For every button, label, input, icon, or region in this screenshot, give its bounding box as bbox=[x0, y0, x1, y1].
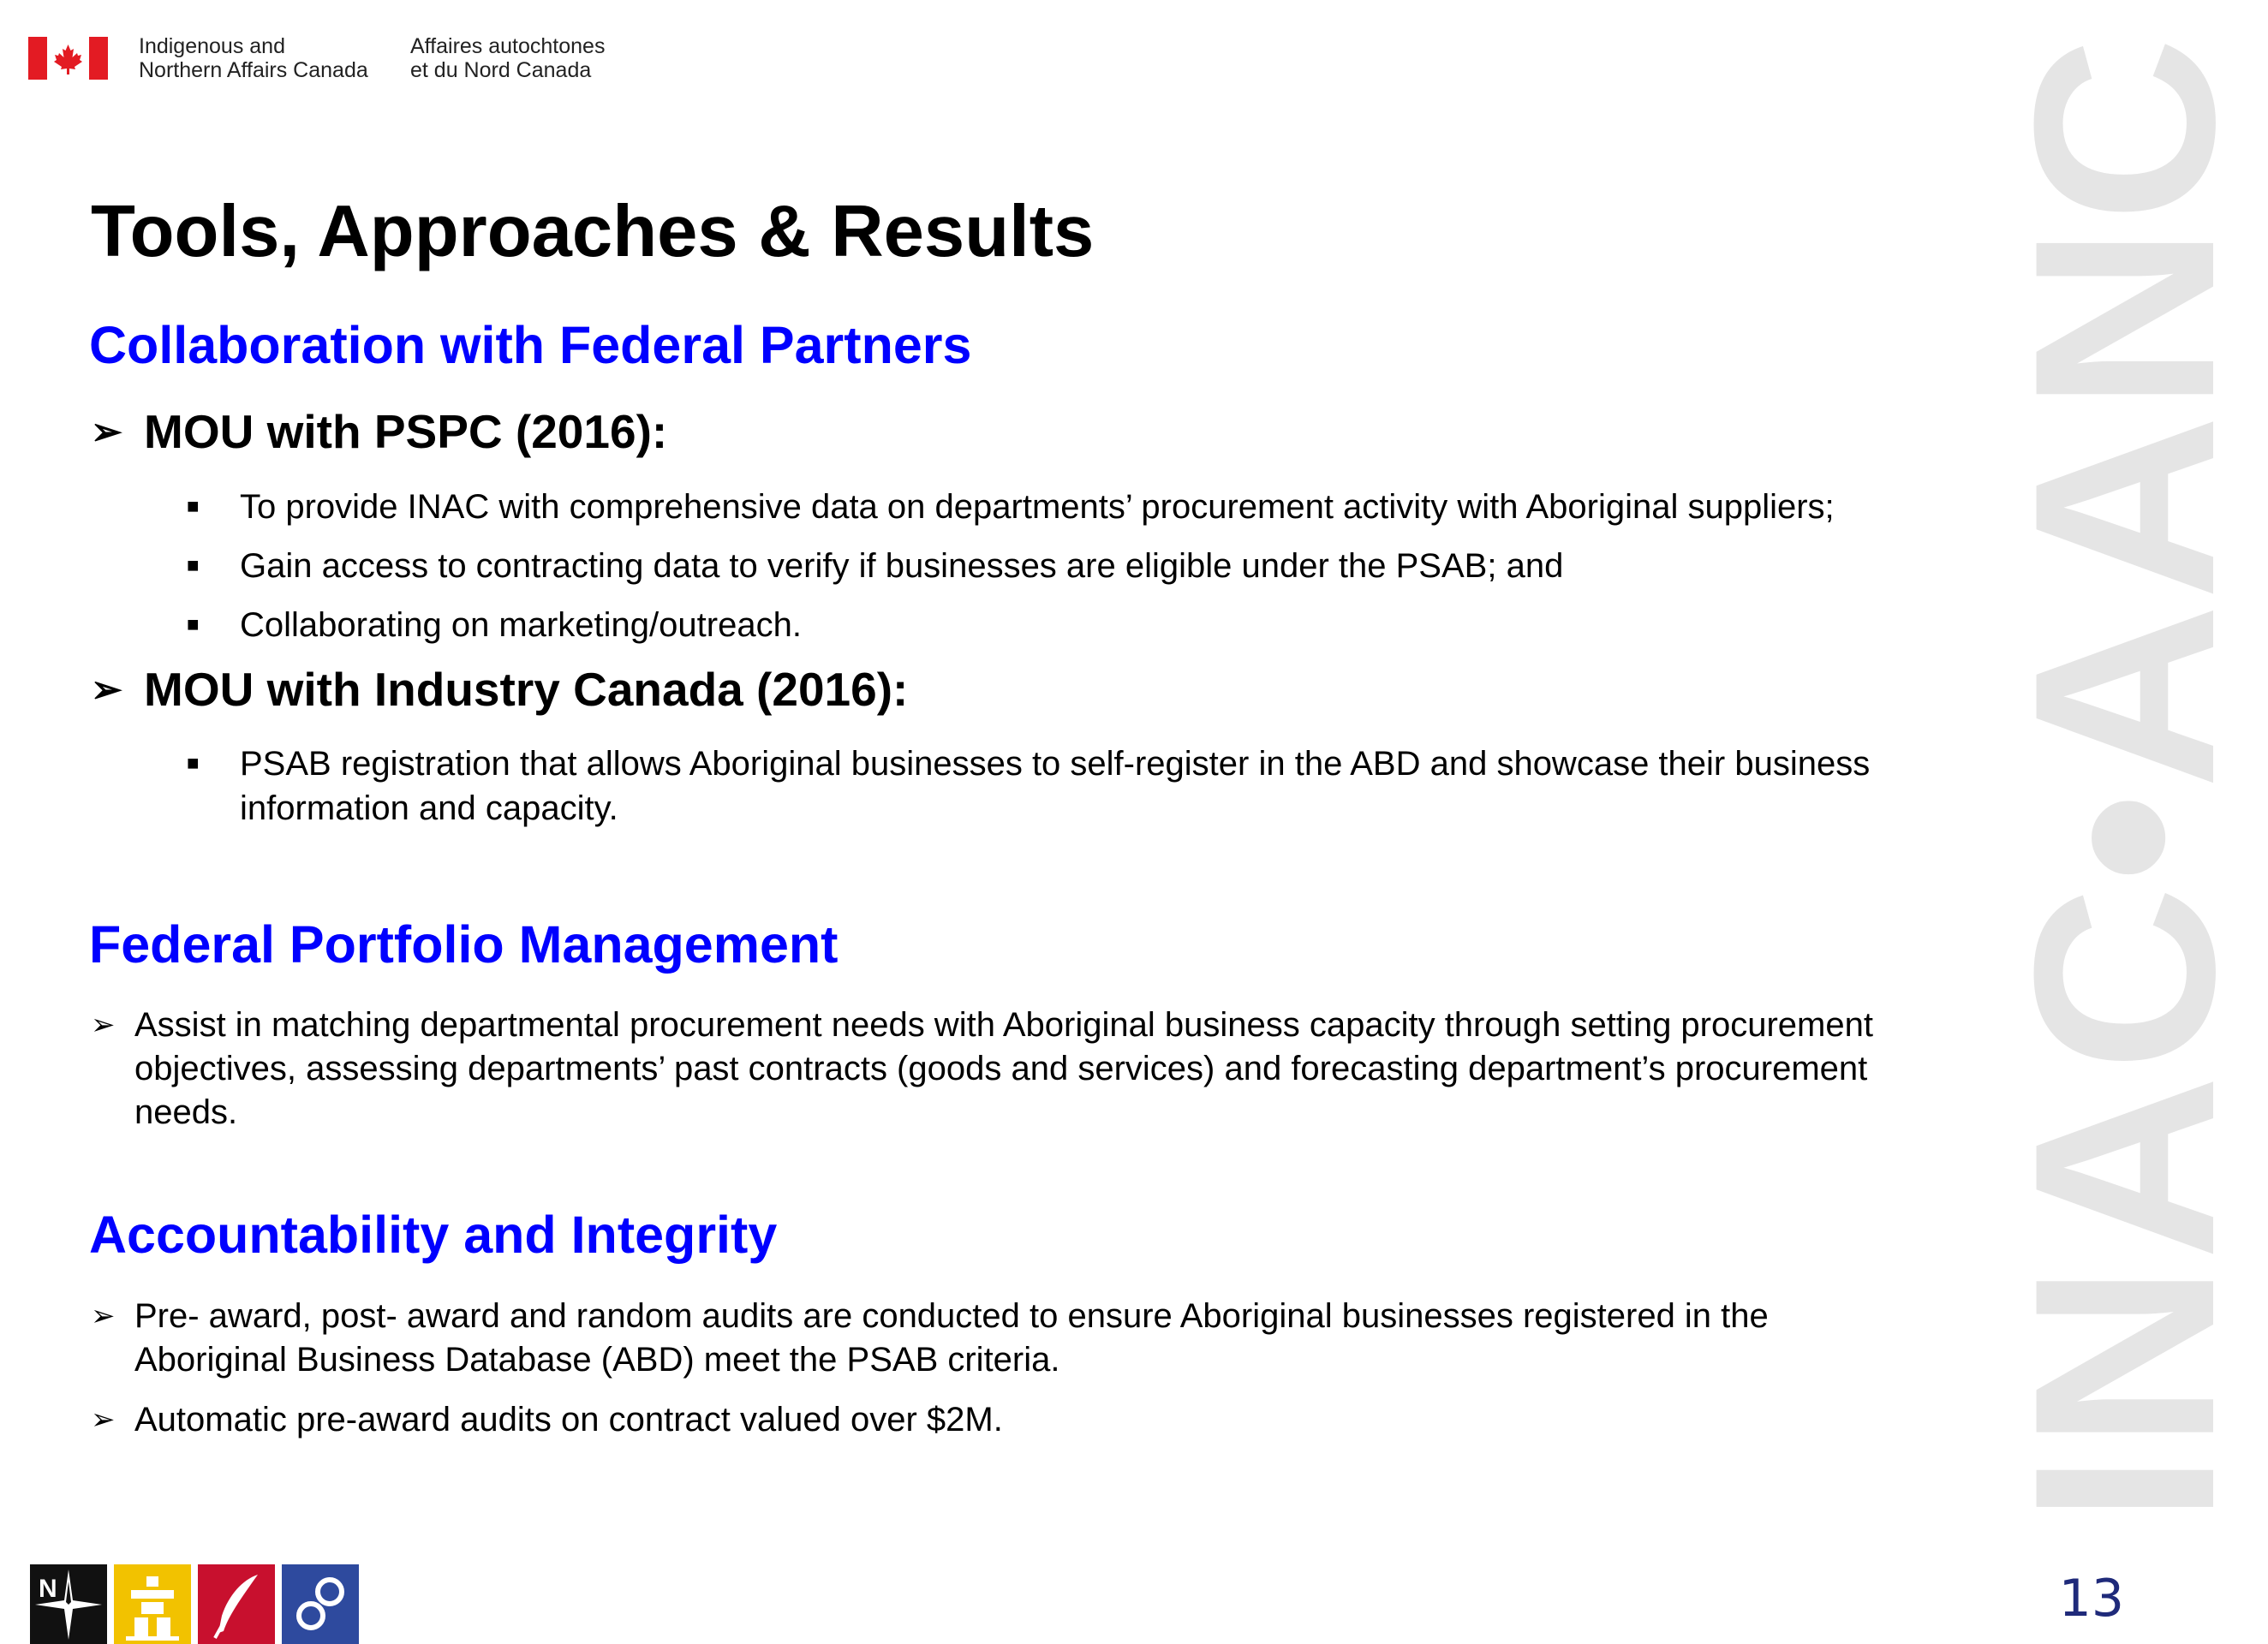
inac-aanc-watermark: INAC•AANC bbox=[1980, 33, 2268, 1524]
arrow-bullet-icon: ➢ bbox=[91, 1009, 116, 1041]
section-heading-portfolio: Federal Portfolio Management bbox=[89, 915, 839, 974]
department-name-fr: Affaires autochtones et du Nord Canada bbox=[410, 34, 606, 82]
arrow-bullet-icon: ➢ bbox=[91, 1300, 116, 1332]
section-heading-collaboration: Collaboration with Federal Partners bbox=[89, 316, 972, 374]
arrow-bullet-icon: ➢ bbox=[91, 669, 122, 711]
section-heading-accountability: Accountability and Integrity bbox=[89, 1206, 778, 1264]
infinity-icon bbox=[282, 1564, 359, 1644]
canada-flag-icon bbox=[28, 37, 108, 80]
square-bullet-icon: ■ bbox=[187, 752, 200, 775]
arrow-bullet-icon: ➢ bbox=[91, 411, 122, 453]
inukshuk-icon bbox=[114, 1564, 191, 1644]
footer-logo-tiles bbox=[30, 1564, 359, 1644]
compass-letter: N bbox=[39, 1575, 57, 1603]
square-bullet-icon: ■ bbox=[187, 495, 200, 518]
slide-title: Tools, Approaches & Results bbox=[91, 191, 1095, 272]
square-bullet-icon: ■ bbox=[187, 613, 200, 636]
feather-icon bbox=[198, 1564, 275, 1644]
compass-icon bbox=[30, 1564, 107, 1644]
square-bullet-icon: ■ bbox=[187, 554, 200, 577]
arrow-bullet-icon: ➢ bbox=[91, 1403, 116, 1436]
department-name-en: Indigenous and Northern Affairs Canada bbox=[139, 34, 368, 82]
mou-industry-canada-heading: ➢ MOU with Industry Canada (2016): bbox=[91, 663, 909, 716]
mou-pspc-heading: ➢ MOU with PSPC (2016): bbox=[91, 405, 668, 458]
page-number: 13 bbox=[2058, 1569, 2124, 1629]
